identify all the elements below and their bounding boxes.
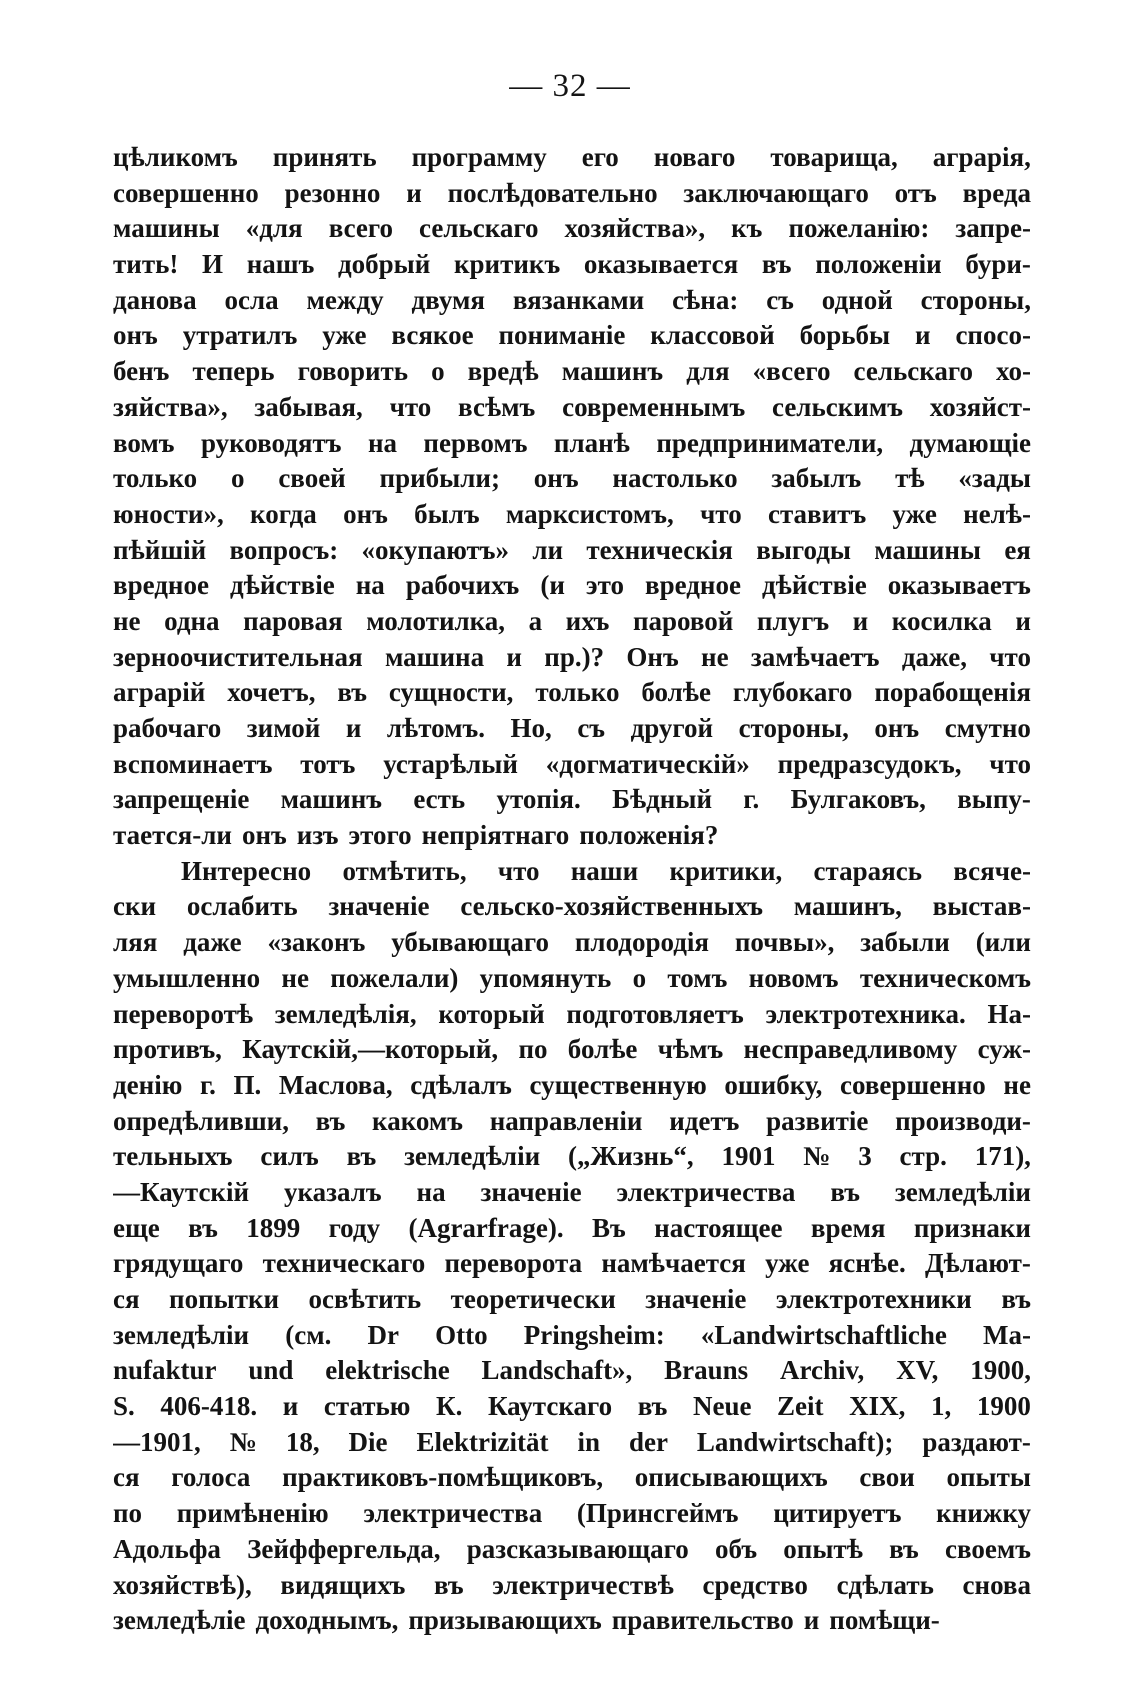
text-line: ляя даже «законъ убывающаго плодородія почвы», забыли (или: [113, 927, 1031, 958]
text-line: земледѣліи (см. Dr Otto Pringsheim: «Landwirtschaftliche Ma-: [113, 1319, 1031, 1350]
page-number: — 32 —: [509, 68, 631, 104]
text-line: земледѣліе доходнымъ, призывающихъ правительство и помѣщи-: [113, 1605, 940, 1636]
text-line: по примѣненію электричества (Принсгеймъ цитируетъ книжку: [113, 1498, 1031, 1529]
text-line: зяйства», забывая, что всѣмъ современнымъ сельскимъ хозяйст-: [113, 391, 1031, 422]
text-line: nufaktur und elektrische Landschaft», Brauns Archiv, XV, 1900,: [113, 1355, 1031, 1386]
text-line: онъ утратилъ уже всякое пониманіе классовой борьбы и спосо-: [113, 320, 1031, 351]
text-line: данова осла между двумя вязанками сѣна: съ одной стороны,: [113, 284, 1031, 315]
text-line: умышленно не пожелали) упомянуть о томъ новомъ техническомъ: [113, 962, 1031, 993]
paragraph-1: [113, 140, 1031, 854]
text-line: тить! И нашъ добрый критикъ оказывается въ положеніи бури-: [113, 249, 1031, 280]
text-line: —1901, № 18, Die Elektrizität in der Landwirtschaft); раздают-: [113, 1426, 1031, 1457]
text-line: еще въ 1899 году (Agrarfrage). Въ настоящее время признаки: [113, 1212, 1031, 1243]
text-line: вомъ руководятъ на первомъ планѣ предприниматели, думающіе: [113, 427, 1031, 458]
text-line: противъ, Каутскій,—который, по болѣе чѣмъ несправедливому суж-: [113, 1034, 1031, 1065]
text-line: совершенно резонно и послѣдовательно заключающаго отъ вреда: [113, 177, 1031, 208]
text-line: аграрій хочетъ, въ сущности, только болѣе глубокаго порабощенія: [113, 677, 1031, 708]
text-line: денію г. П. Маслова, сдѣлалъ существенную ошибку, совершенно не: [113, 1069, 1031, 1100]
text-line: запрещеніе машинъ есть утопія. Бѣдный г. Булгаковъ, выпу-: [113, 784, 1031, 815]
text-line: вредное дѣйствіе на рабочихъ (и это вредное дѣйствіе оказываетъ: [113, 570, 1031, 601]
paragraph-2: [113, 854, 1031, 1639]
text-line: S. 406-418. и статью К. Каутскаго въ Neue Zeit XIX, 1, 1900: [113, 1391, 1031, 1422]
text-line: грядущаго техническаго переворота намѣчается уже яснѣе. Дѣлают-: [113, 1248, 1031, 1279]
text-line: бенъ теперь говорить о вредѣ машинъ для «всего сельскаго хо-: [113, 356, 1031, 387]
text-line: ски ослабить значеніе сельско-хозяйственныхъ машинъ, выстав-: [113, 891, 1031, 922]
body-text: [113, 140, 1031, 1639]
text-line: опредѣливши, въ какомъ направленіи идетъ развитіе производи-: [113, 1105, 1031, 1136]
text-line: пѣйшій вопросъ: «окупаютъ» ли техническія выгоды машины ея: [113, 534, 1031, 565]
text-line: Адольфа Зейффергельда, разсказывающаго объ опытѣ въ своемъ: [113, 1533, 1031, 1564]
text-line: —Каутскій указалъ на значеніе электричества въ земледѣліи: [113, 1176, 1031, 1207]
text-line: не одна паровая молотилка, а ихъ паровой плугъ и косилка и: [113, 605, 1031, 636]
text-line: тельныхъ силъ въ земледѣліи („Жизнь“, 1901 № 3 стр. 171),: [113, 1141, 1031, 1172]
text-line: машины «для всего сельскаго хозяйства», къ пожеланію: запре-: [113, 213, 1031, 244]
text-line: ся попытки освѣтить теоретически значеніе электротехники въ: [113, 1284, 1031, 1314]
text-line: переворотѣ земледѣлія, который подготовляетъ электротехника. На-: [113, 998, 1031, 1029]
text-line: рабочаго зимой и лѣтомъ. Но, съ другой стороны, онъ смутно: [113, 713, 1031, 743]
text-line: только о своей прибыли; онъ настолько забылъ тѣ «зады: [113, 463, 1031, 494]
text-line: тается-ли онъ изъ этого непріятнаго положенія?: [113, 820, 719, 851]
text-line: цѣликомъ принять программу его новаго товарища, аграрія,: [113, 142, 1031, 172]
text-line: хозяйствѣ), видящихъ въ электричествѣ средство сдѣлать снова: [113, 1569, 1031, 1600]
text-line: Интересно отмѣтить, что наши критики, стараясь всяче-: [181, 855, 1031, 886]
text-line: юности», когда онъ былъ марксистомъ, что ставитъ уже нелѣ-: [113, 498, 1031, 529]
text-line: ся голоса практиковъ-помѣщиковъ, описывающихъ свои опыты: [113, 1462, 1031, 1493]
text-line: вспоминаетъ тотъ устарѣлый «догматическій» предразсудокъ, что: [113, 748, 1031, 779]
text-line: зерноочистительная машина и пр.)? Онъ не замѣчаетъ даже, что: [113, 641, 1031, 672]
